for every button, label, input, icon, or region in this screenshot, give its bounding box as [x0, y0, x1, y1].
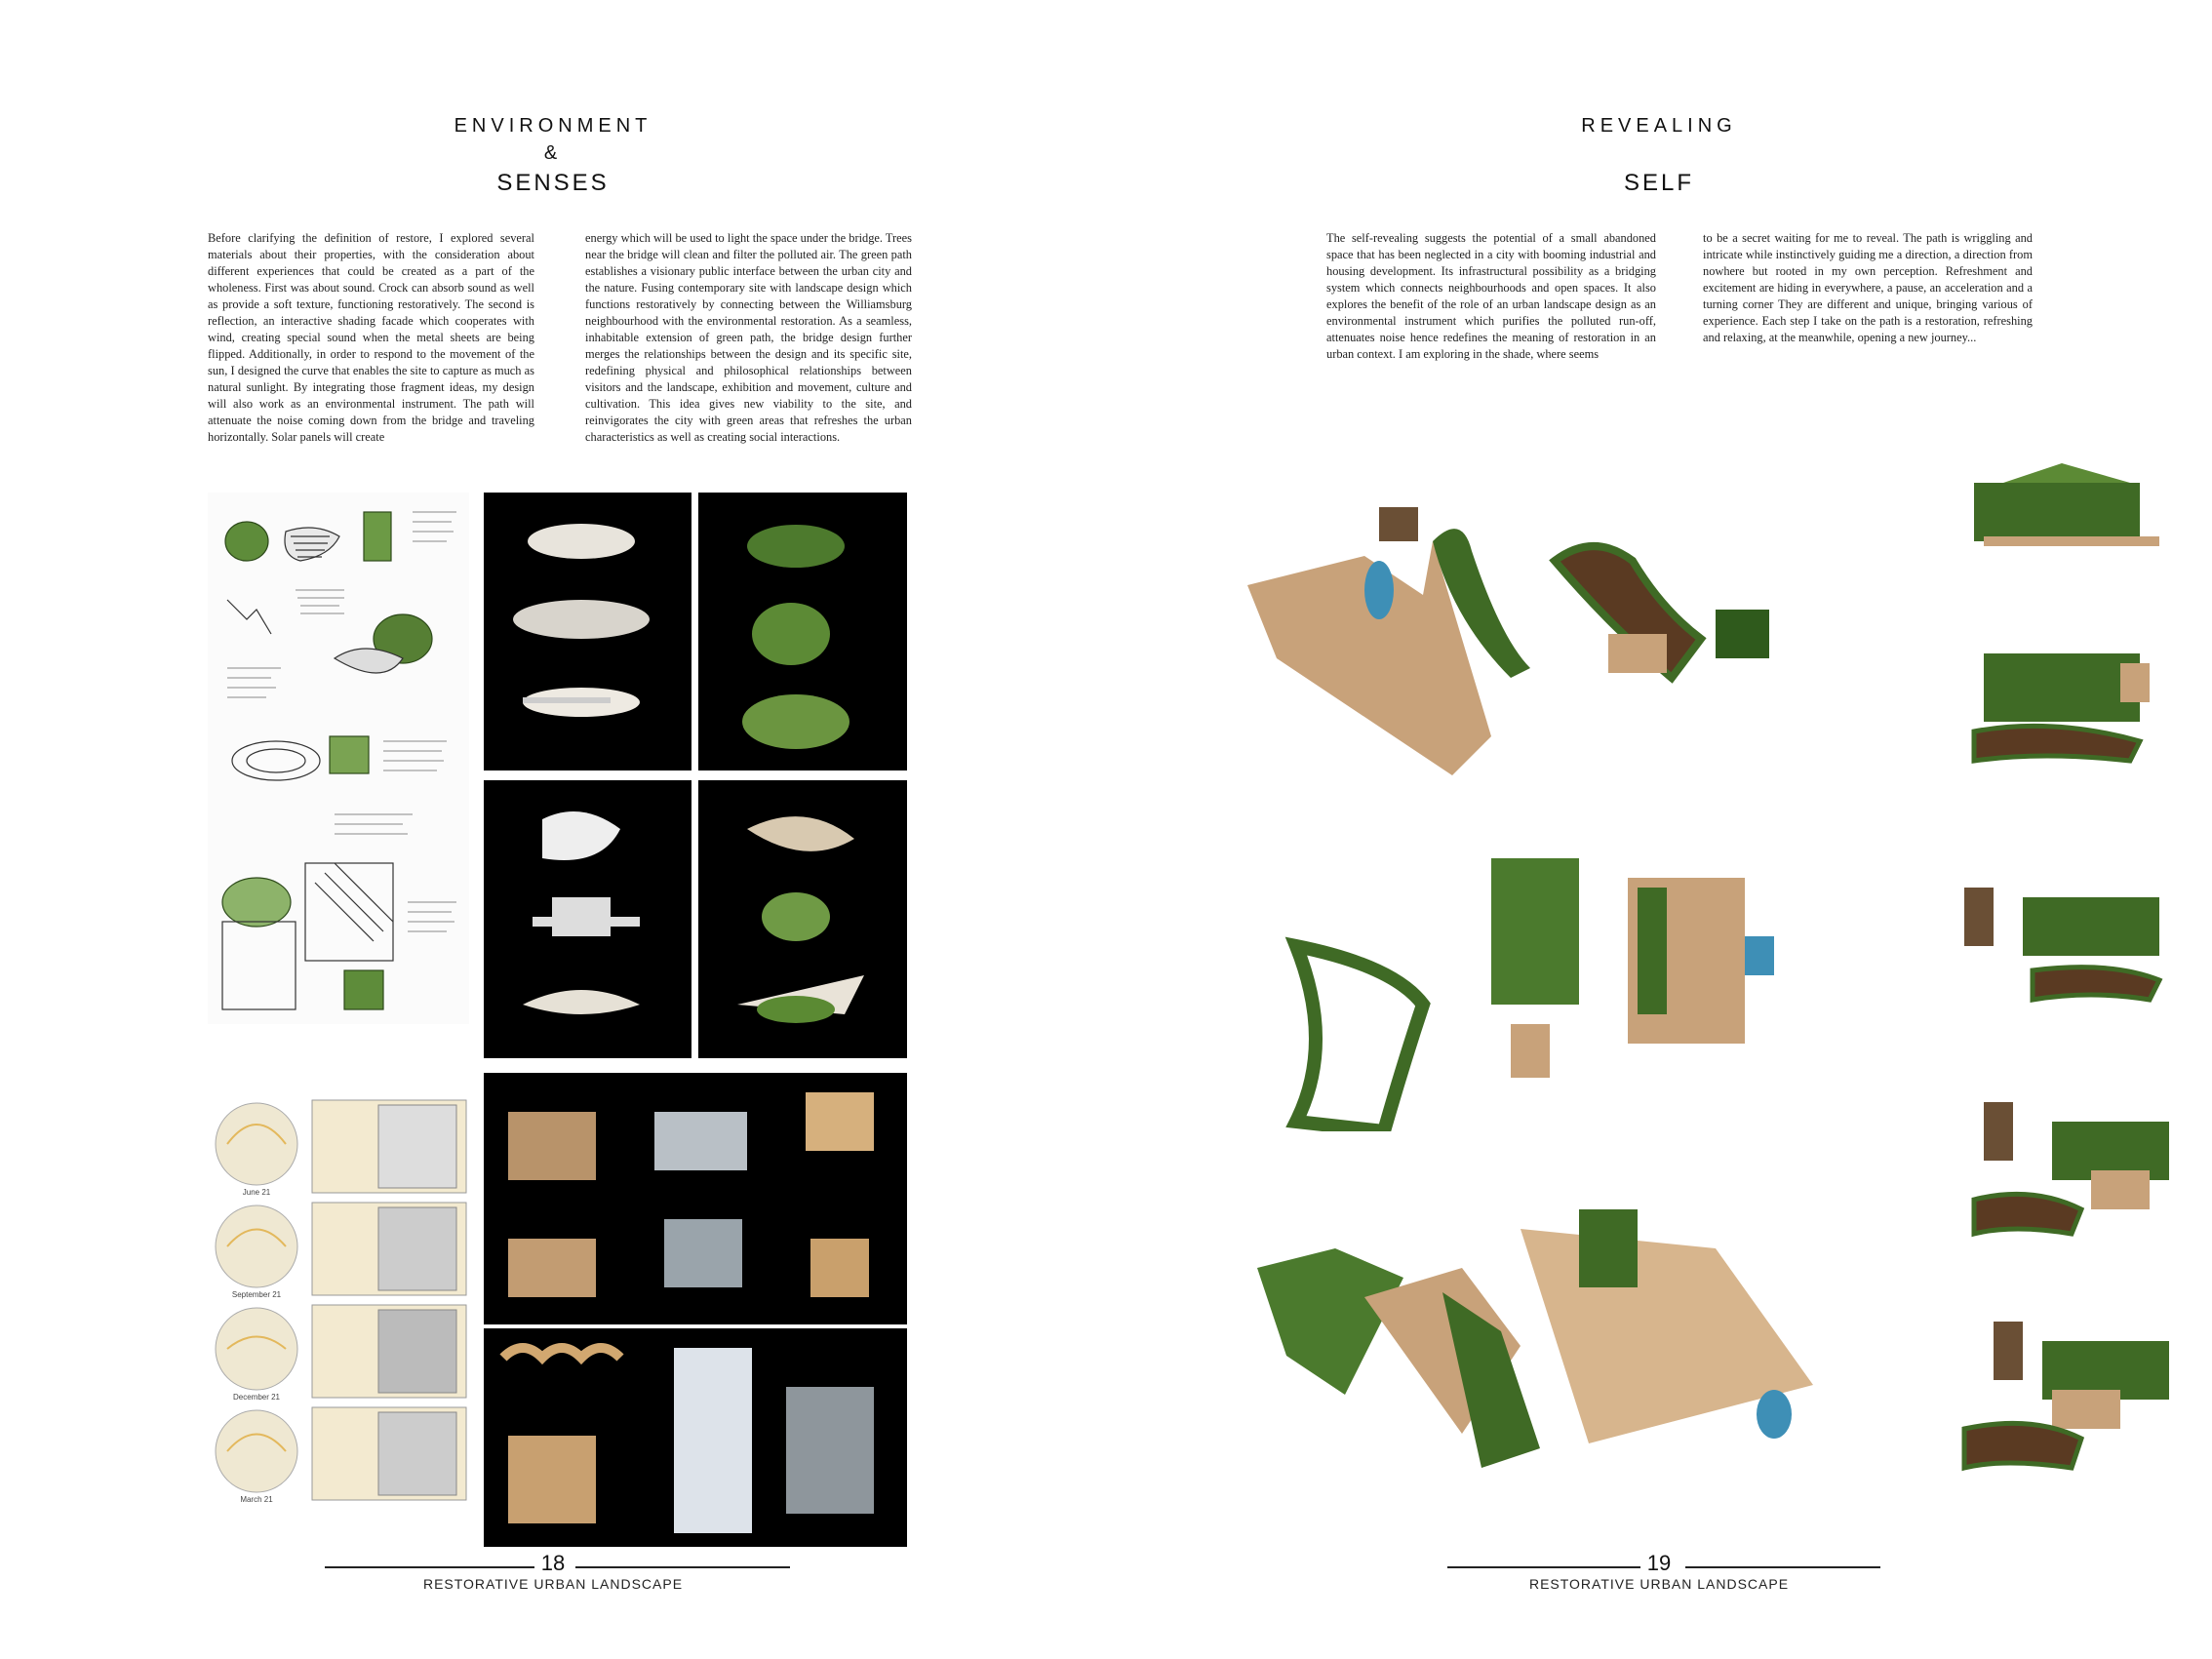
sun-path-drawings — [208, 1090, 469, 1541]
body-text-column-1: Before clarifying the definition of restore, I explored several materials about their properties, with the consideration about different experiences that could be created as a part of the wholeness. First was about sound. Crock can absorb sound as well as provide a soft texture, functioning restoratively. The second is reflection, an interactive shading facade which cooperates with wind, creating special sound when the metal sheets are being flipped. Additionally, in order to respond to the movement of the sun, I designed the curve that enables the site to capture as much as natural sunlight. By integrating those fragment ideas, my design will also work as an environmental instrument. The path will attenuate the noise coming down from the bridge and traveling horizontally. Solar panels will create — [208, 231, 534, 444]
cork-and-metal-models — [484, 1073, 907, 1324]
right-page — [1106, 0, 2212, 1659]
body-text-column-2: to be a secret waiting for me to reveal. The path is wriggling and intricate while instinctively guiding me a direction, a direction from nowhere but rooted in my own perception. Refreshment and excitement are hiding in everywhere, a pause, an acceleration and a turning corner They are different and unique, bringing various of experience. Each step I take on the path is a restoration, refreshing and relaxing, at the meanwhile, opening a new journey... — [1703, 231, 2033, 344]
body-text-column-1: The self-revealing suggests the potential of a small abandoned space that has been neglected in a city with booming industrial and housing development. Its infrastructural possibility as a bridging system which connects neighbourhoods and open spaces. It also explores the benefit of the role of an urban landscape design as an environmental instrument which purifies the polluted run-off, attenuates noise hence redefines the meaning of restoration in an urban context. I am exploring in the shade, where seems — [1326, 231, 1656, 361]
page-number: 19 — [1646, 1551, 1672, 1575]
sketch-drawings — [208, 493, 469, 1024]
model-view-5 — [1945, 1302, 2177, 1482]
site-model-top-view — [1228, 468, 1920, 790]
model-photo-panel-3 — [484, 780, 691, 1058]
site-model-photo-bottom — [1228, 1151, 1920, 1497]
loop-and-grid-models — [484, 1328, 907, 1547]
footer-caption: RESTORATIVE URBAN LANDSCAPE — [1528, 1576, 1790, 1592]
model-view-2 — [1945, 624, 2177, 790]
model-view-4 — [1945, 1083, 2177, 1244]
model-photo-panel-1 — [484, 493, 691, 770]
page-title-line2: SENSES — [496, 170, 610, 196]
page-number: 18 — [540, 1551, 566, 1575]
green-moss-models — [698, 493, 907, 770]
page-title-line2: SELF — [1623, 170, 1695, 196]
model-side-view-1 — [1945, 444, 2177, 580]
sun-study-diagrams — [208, 1090, 469, 1541]
model-side-view-2 — [1945, 624, 2177, 790]
white-sculpture-models — [484, 493, 691, 770]
footer-caption: RESTORATIVE URBAN LANDSCAPE — [422, 1576, 684, 1592]
site-model-photo-top — [1228, 468, 1920, 790]
mixed-models — [698, 780, 907, 1058]
model-view-3 — [1945, 858, 2177, 1005]
site-model-low-angle-view — [1228, 1151, 1920, 1497]
white-curve-models — [484, 780, 691, 1058]
model-side-view-5 — [1945, 1302, 2177, 1482]
model-side-view-3 — [1945, 858, 2177, 1005]
model-side-view-4 — [1945, 1083, 2177, 1244]
page-title-ampersand: & — [543, 142, 563, 164]
site-model-photo-middle — [1228, 819, 1920, 1131]
material-models-photo-1 — [484, 1073, 907, 1324]
page-title-line1: ENVIRONMENT — [454, 115, 652, 137]
model-photo-panel-4 — [698, 780, 907, 1058]
model-view-1 — [1945, 444, 2177, 580]
sun-label-june: June 21 — [242, 1188, 271, 1197]
page-title-line1: REVEALING — [1581, 115, 1737, 137]
sun-label-march: March 21 — [240, 1495, 273, 1504]
sketch-sheet-image — [208, 493, 469, 1024]
body-text-column-2: energy which will be used to light the space under the bridge. Trees near the bridge will clean and filter the polluted air. The green path establishes a visionary public interface between the urban city and the nature. Fusing contemporary site with landscape design which functions restoratively by connecting between the Williamsburg neighbourhood with the environmental restoration. As a seamless, inhabitable extension of green path, the bridge design further merges the relationships between the design and its specific site, redefining physical and philosophical relationships between visitors and the landscape, exhibition and movement, culture and cultivation. This idea gives new viability to the site, and reinvigorates the city with green areas that refreshes the urban characteristics as well as creating social interactions. — [585, 231, 912, 444]
site-model-angled-view — [1228, 819, 1920, 1131]
model-photo-panel-2 — [698, 493, 907, 770]
sun-label-september: September 21 — [231, 1290, 282, 1299]
material-models-photo-2 — [484, 1328, 907, 1547]
sun-label-december: December 21 — [232, 1393, 281, 1402]
